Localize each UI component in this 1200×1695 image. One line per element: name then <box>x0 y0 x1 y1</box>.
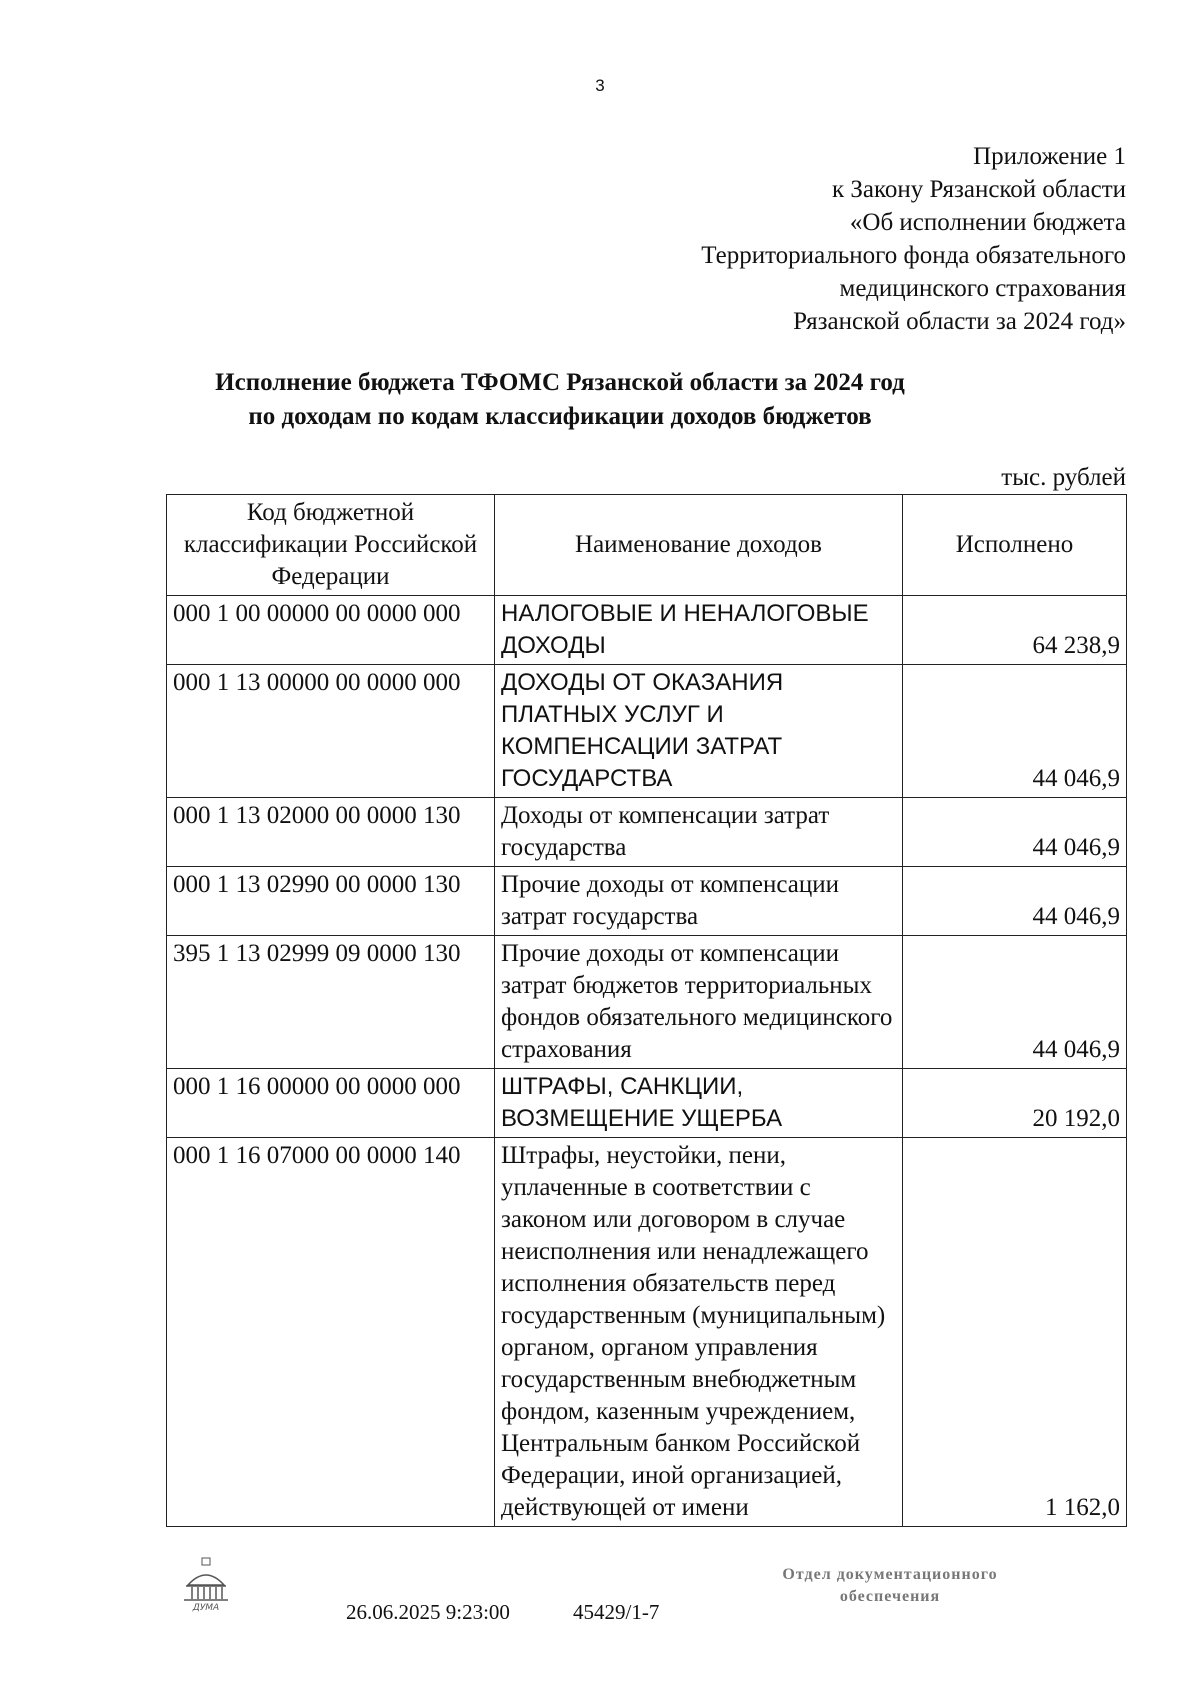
table-row <box>167 1069 1127 1138</box>
duma-logo-icon <box>178 1557 234 1613</box>
table-row <box>167 867 1127 936</box>
table-header-row <box>167 495 1127 596</box>
row-amount: 44 046,9 <box>903 665 1127 798</box>
stamp-line: Отдел документационного <box>782 1566 998 1583</box>
header-code: Код бюджетной классификации Российской Федерации <box>167 495 495 596</box>
table-row <box>167 1138 1127 1527</box>
table-row <box>167 596 1127 665</box>
stamp-line: обеспечения <box>839 1588 941 1605</box>
row-name: Доходы от компенсации затрат государства <box>495 798 903 867</box>
appendix-line: Территориального фонда обязательного <box>701 242 1126 269</box>
header-name: Наименование доходов <box>495 495 903 596</box>
row-code: 000 1 13 02990 00 0000 130 <box>167 867 495 936</box>
row-amount: 44 046,9 <box>903 798 1127 867</box>
row-code: 000 1 16 00000 00 0000 000 <box>167 1069 495 1138</box>
page-number: 3 <box>595 76 605 95</box>
row-code: 395 1 13 02999 09 0000 130 <box>167 936 495 1069</box>
title-line: по доходам по кодам классификации доходов бюджетов <box>248 403 872 430</box>
row-name: НАЛОГОВЫЕ И НЕНАЛОГОВЫЕ ДОХОДЫ <box>495 596 903 665</box>
row-amount: 64 238,9 <box>903 596 1127 665</box>
footer-doc-id: 45429/1-7 <box>573 1600 660 1624</box>
row-amount: 44 046,9 <box>903 867 1127 936</box>
table-row <box>167 936 1127 1069</box>
document-title <box>0 366 1120 434</box>
department-stamp <box>740 1564 1040 1608</box>
footer-date: 26.06.2025 9:23:00 <box>346 1600 510 1624</box>
logo-text: ДУМА <box>192 1603 220 1613</box>
row-code: 000 1 16 07000 00 0000 140 <box>167 1138 495 1527</box>
row-amount: 20 192,0 <box>903 1069 1127 1138</box>
row-code: 000 1 13 00000 00 0000 000 <box>167 665 495 798</box>
title-line: Исполнение бюджета ТФОМС Рязанской области за 2024 год <box>215 369 905 396</box>
row-name: Штрафы, неустойки, пени, уплаченные в соответствии с законом или договором в случае неисполнения или ненадлежащего исполнения обязательств перед государственным (муниципальным) органом, органом управления государственным внебюджетным фондом, казенным учреждением, Центральным банком Российской Федерации, иной организацией, действующей от имени <box>495 1138 903 1527</box>
appendix-line: Приложение 1 <box>973 143 1126 170</box>
row-name: ШТРАФЫ, САНКЦИИ, ВОЗМЕЩЕНИЕ УЩЕРБА <box>495 1069 903 1138</box>
appendix-line: к Закону Рязанской области <box>832 176 1126 203</box>
appendix-line: медицинского страхования <box>839 275 1126 302</box>
table-row <box>167 665 1127 798</box>
appendix-block <box>701 140 1126 338</box>
appendix-line: «Об исполнении бюджета <box>849 209 1126 236</box>
row-code: 000 1 13 02000 00 0000 130 <box>167 798 495 867</box>
row-name: ДОХОДЫ ОТ ОКАЗАНИЯ ПЛАТНЫХ УСЛУГ И КОМПЕНСАЦИИ ЗАТРАТ ГОСУДАРСТВА <box>495 665 903 798</box>
row-amount: 1 162,0 <box>903 1138 1127 1527</box>
header-amount: Исполнено <box>903 495 1127 596</box>
row-amount: 44 046,9 <box>903 936 1127 1069</box>
row-name: Прочие доходы от компенсации затрат государства <box>495 867 903 936</box>
table-row <box>167 798 1127 867</box>
appendix-line: Рязанской области за 2024 год» <box>793 308 1126 335</box>
row-code: 000 1 00 00000 00 0000 000 <box>167 596 495 665</box>
income-table <box>166 494 1127 1527</box>
units-label: тыс. рублей <box>1001 464 1126 491</box>
row-name: Прочие доходы от компенсации затрат бюджетов территориальных фондов обязательного медицинского страхования <box>495 936 903 1069</box>
